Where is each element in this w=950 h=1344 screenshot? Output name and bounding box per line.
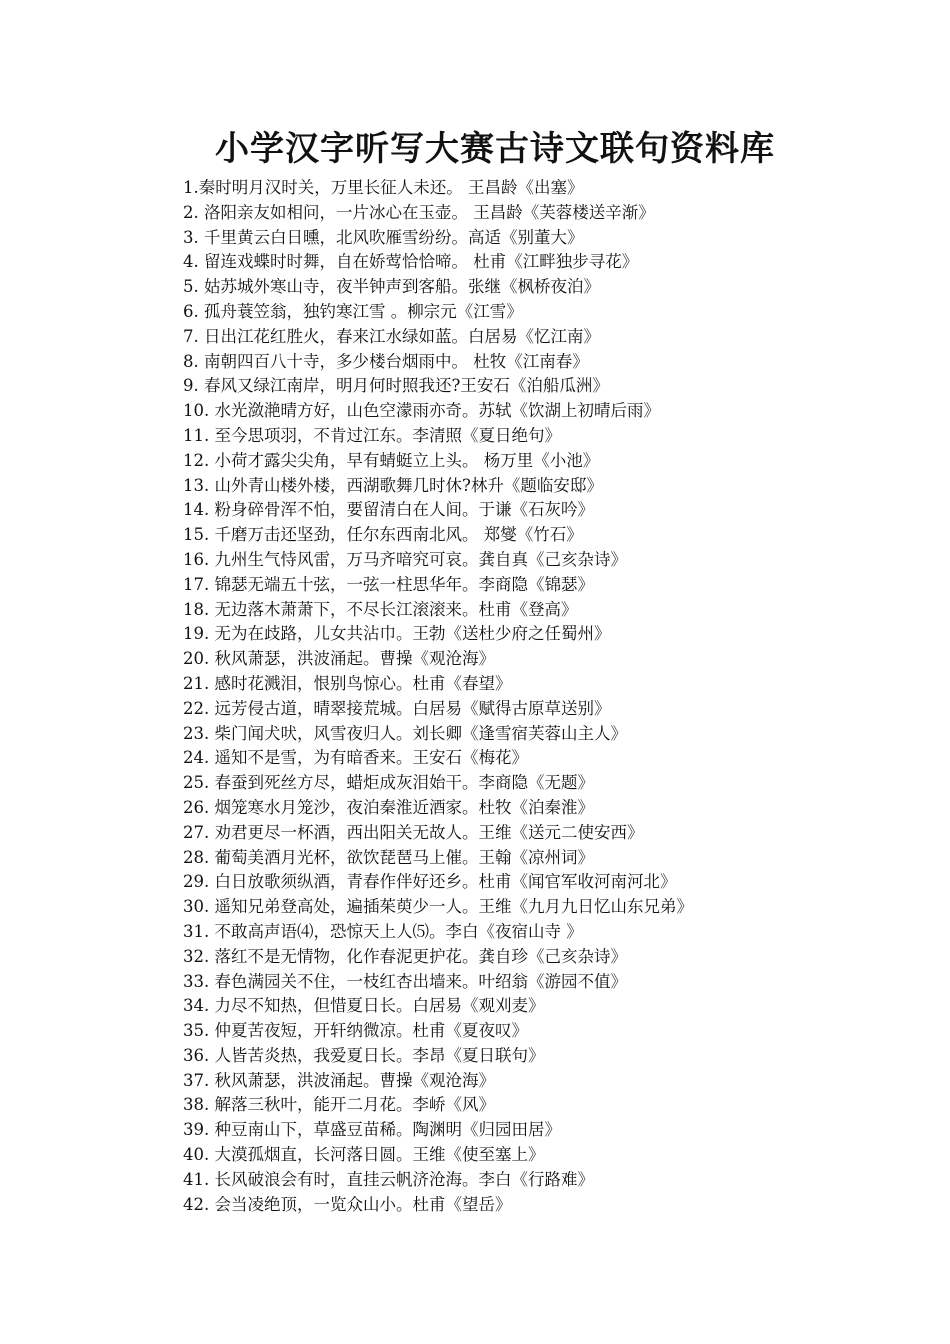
list-item (183, 672, 923, 697)
entry-number: 39. (183, 1120, 210, 1140)
list-item (183, 374, 923, 399)
entry-text: 烟笼寒水月笼沙，夜泊秦淮近酒家。杜牧《泊秦淮》 (209, 797, 594, 817)
entry-number: 31. (183, 921, 210, 941)
list-item (183, 796, 923, 821)
list-item (183, 1193, 923, 1218)
list-item (183, 474, 923, 499)
list-item (183, 994, 923, 1019)
entry-text: 遥知不是雪，为有暗香来。王安石《梅花》 (209, 748, 528, 768)
entry-number: 34. (183, 996, 210, 1016)
entry-number: 13. (183, 475, 210, 495)
entry-number: 19. (183, 624, 210, 644)
entry-text: 千里黄云白日曛，北风吹雁雪纷纷。高适《别董大》 (198, 227, 584, 247)
entry-number: 4. (183, 252, 199, 272)
entry-text: 大漠孤烟直，长河落日圆。王维《使至塞上》 (209, 1145, 545, 1165)
entry-number: 15. (183, 525, 210, 545)
document-title: 小学汉字听写大赛古诗文联句资料库 (215, 129, 775, 169)
entry-number: 16. (183, 549, 210, 569)
entry-text: 远芳侵古道，晴翠接荒城。白居易《赋得古原草送别》 (209, 698, 611, 718)
list-item (183, 399, 923, 424)
list-item (183, 573, 923, 598)
entry-number: 21. (183, 673, 210, 693)
entry-text: 千磨万击还坚劲，任尔东西南北风。 郑燮《竹石》 (209, 525, 583, 545)
list-item (183, 1118, 923, 1143)
list-item (183, 1093, 923, 1118)
entry-text: 落红不是无情物，化作春泥更护花。龚自珍《己亥杂诗》 (209, 946, 627, 966)
list-item (183, 598, 923, 623)
list-item (183, 449, 923, 474)
entry-number: 26. (183, 797, 210, 817)
entry-text: 秋风萧瑟，洪波涌起。曹操《观沧海》 (209, 1070, 495, 1090)
entry-number: 23. (183, 723, 210, 743)
list-item (183, 176, 923, 201)
list-item (183, 920, 923, 945)
entry-text: 人皆苦炎热，我爱夏日长。李昂《夏日联句》 (209, 1045, 545, 1065)
entry-number: 1. (183, 178, 199, 197)
entry-number: 20. (183, 649, 210, 669)
list-item (183, 846, 923, 871)
list-item (183, 1069, 923, 1094)
entry-number: 36. (183, 1045, 210, 1065)
list-item (183, 697, 923, 722)
list-item (183, 201, 923, 226)
entry-number: 8. (183, 351, 199, 371)
entry-text: 春色满园关不住，一枝红杏出墙来。叶绍翁《游园不值》 (209, 971, 627, 991)
list-item (183, 548, 923, 573)
entry-number: 40. (183, 1145, 210, 1165)
entry-number: 33. (183, 971, 210, 991)
list-item (183, 275, 923, 300)
entry-number: 2. (183, 202, 199, 222)
list-item (183, 226, 923, 251)
entry-number: 41. (183, 1169, 210, 1189)
list-item (183, 250, 923, 275)
entry-text: 不敢高声语⑷，恐惊天上人⑸。李白《夜宿山寺 》 (209, 921, 583, 941)
entry-text: 力尽不知热，但惜夏日长。白居易《观刈麦》 (209, 996, 545, 1016)
list-item (183, 350, 923, 375)
entry-text: 秋风萧瑟，洪波涌起。曹操《观沧海》 (209, 649, 495, 669)
entry-number: 11. (183, 425, 210, 445)
entry-number: 28. (183, 847, 210, 867)
list-item (183, 622, 923, 647)
entry-text: 无边落木萧萧下，不尽长江滚滚来。杜甫《登高》 (209, 599, 578, 619)
entry-number: 37. (183, 1070, 210, 1090)
entry-number: 38. (183, 1095, 210, 1115)
list-item (183, 870, 923, 895)
list-item (183, 1143, 923, 1168)
entry-text: 春蚕到死丝方尽，蜡炬成灰泪始干。李商隐《无题》 (209, 773, 594, 793)
entry-text: 姑苏城外寒山寺，夜半钟声到客船。张继《枫桥夜泊》 (198, 277, 600, 297)
entry-number: 30. (183, 897, 210, 917)
entry-text: 小荷才露尖尖角，早有蜻蜓立上头。 杨万里《小池》 (209, 450, 600, 470)
entry-number: 9. (183, 376, 199, 396)
list-item (183, 746, 923, 771)
list-item (183, 424, 923, 449)
entry-number: 12. (183, 450, 210, 470)
list-item (183, 498, 923, 523)
entry-text: 葡萄美酒月光杯，欲饮琵琶马上催。王翰《凉州词》 (209, 847, 594, 867)
entry-number: 5. (183, 277, 199, 297)
entry-text: 至今思项羽，不肯过江东。李清照《夏日绝句》 (209, 425, 561, 445)
entry-text: 柴门闻犬吠，风雪夜归人。刘长卿《逢雪宿芙蓉山主人》 (209, 723, 627, 743)
list-item (183, 821, 923, 846)
list-item (183, 722, 923, 747)
entry-text: 水光潋滟晴方好，山色空濛雨亦奇。苏轼《饮湖上初晴后雨》 (209, 401, 660, 421)
list-item (183, 325, 923, 350)
entry-number: 35. (183, 1021, 210, 1041)
entry-number: 22. (183, 698, 210, 718)
entry-number: 3. (183, 227, 199, 247)
list-item (183, 945, 923, 970)
list-item (183, 895, 923, 920)
list-item (183, 300, 923, 325)
poem-list (183, 176, 923, 1217)
list-item (183, 1019, 923, 1044)
entry-number: 24. (183, 748, 210, 768)
entry-text: 长风破浪会有时，直挂云帆济沧海。李白《行路难》 (209, 1169, 594, 1189)
entry-text: 解落三秋叶，能开二月花。李峤《风》 (209, 1095, 495, 1115)
entry-text: 遥知兄弟登高处，遍插茱萸少一人。王维《九月九日忆山东兄弟》 (209, 897, 693, 917)
entry-number: 17. (183, 574, 210, 594)
entry-number: 7. (183, 326, 199, 346)
entry-text: 无为在歧路，儿女共沾巾。王勃《送杜少府之任蜀州》 (209, 624, 611, 644)
entry-text: 秦时明月汉时关，万里长征人未还。 王昌龄《出塞》 (198, 178, 584, 197)
entry-text: 洛阳亲友如相问，一片冰心在玉壶。 王昌龄《芙蓉楼送辛渐》 (198, 202, 655, 222)
entry-number: 32. (183, 946, 210, 966)
entry-number: 18. (183, 599, 210, 619)
entry-text: 春风又绿江南岸，明月何时照我还?王安石《泊船瓜洲》 (198, 376, 609, 396)
entry-number: 6. (183, 301, 199, 321)
entry-number: 14. (183, 500, 210, 520)
entry-text: 会当凌绝顶，一览众山小。杜甫《望岳》 (209, 1194, 512, 1214)
entry-number: 10. (183, 401, 210, 421)
entry-text: 留连戏蝶时时舞，自在娇莺恰恰啼。 杜甫《江畔独步寻花》 (198, 252, 639, 272)
entry-text: 日出江花红胜火，春来江水绿如蓝。白居易《忆江南》 (198, 326, 600, 346)
entry-number: 27. (183, 822, 210, 842)
list-item (183, 1044, 923, 1069)
entry-text: 仲夏苦夜短，开轩纳微凉。杜甫《夏夜叹》 (209, 1021, 528, 1041)
entry-text: 粉身碎骨浑不怕，要留清白在人间。于谦《石灰吟》 (209, 500, 594, 520)
entry-text: 劝君更尽一杯酒，西出阳关无故人。王维《送元二使安西》 (209, 822, 644, 842)
list-item (183, 771, 923, 796)
list-item (183, 523, 923, 548)
entry-text: 九州生气恃风雷，万马齐喑究可哀。龚自真《己亥杂诗》 (209, 549, 627, 569)
entry-text: 山外青山楼外楼，西湖歌舞几时休?林升《题临安邸》 (209, 475, 603, 495)
entry-number: 42. (183, 1194, 210, 1214)
entry-text: 孤舟蓑笠翁，独钓寒江雪 。柳宗元《江雪》 (198, 301, 523, 321)
entry-text: 南朝四百八十寺，多少楼台烟雨中。 杜牧《江南春》 (198, 351, 589, 371)
entry-number: 29. (183, 872, 210, 892)
list-item (183, 647, 923, 672)
entry-text: 白日放歌须纵酒，青春作伴好还乡。杜甫《闻官军收河南河北》 (209, 872, 677, 892)
list-item (183, 970, 923, 995)
entry-text: 锦瑟无端五十弦，一弦一柱思华年。李商隐《锦瑟》 (209, 574, 594, 594)
entry-text: 感时花溅泪，恨别鸟惊心。杜甫《春望》 (209, 673, 512, 693)
entry-number: 25. (183, 773, 210, 793)
list-item (183, 1168, 923, 1193)
entry-text: 种豆南山下，草盛豆苗稀。陶渊明《归园田居》 (209, 1120, 561, 1140)
